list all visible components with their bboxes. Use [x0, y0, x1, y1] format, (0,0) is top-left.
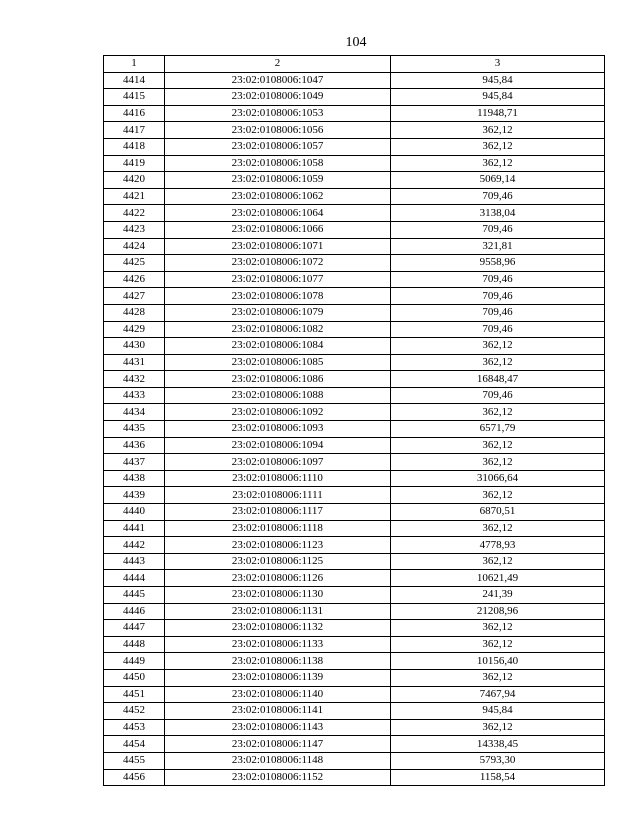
- row-number-cell: 4429: [104, 321, 165, 338]
- value-cell: 6870,51: [391, 504, 605, 521]
- table-row: [104, 338, 605, 355]
- row-number-cell: 4415: [104, 89, 165, 106]
- table-row: [104, 387, 605, 404]
- table-row: [104, 520, 605, 537]
- table-row: [104, 304, 605, 321]
- cadastral-number-cell: 23:02:0108006:1057: [165, 138, 391, 155]
- value-cell: 3138,04: [391, 205, 605, 222]
- cadastral-number-cell: 23:02:0108006:1123: [165, 537, 391, 554]
- value-cell: 362,12: [391, 454, 605, 471]
- cadastral-number-cell: 23:02:0108006:1082: [165, 321, 391, 338]
- row-number-cell: 4435: [104, 421, 165, 438]
- cadastral-number-cell: 23:02:0108006:1133: [165, 636, 391, 653]
- value-cell: 362,12: [391, 122, 605, 139]
- cadastral-number-cell: 23:02:0108006:1077: [165, 271, 391, 288]
- value-cell: 945,84: [391, 89, 605, 106]
- value-cell: 6571,79: [391, 421, 605, 438]
- row-number-cell: 4449: [104, 653, 165, 670]
- row-number-cell: 4423: [104, 221, 165, 238]
- cadastral-number-cell: 23:02:0108006:1097: [165, 454, 391, 471]
- table-row: [104, 354, 605, 371]
- row-number-cell: 4437: [104, 454, 165, 471]
- page-number: 104: [345, 35, 367, 50]
- cadastral-number-cell: 23:02:0108006:1148: [165, 752, 391, 769]
- column-header-number: 1: [104, 56, 165, 73]
- cadastral-number-cell: 23:02:0108006:1093: [165, 421, 391, 438]
- table-row: [104, 636, 605, 653]
- table-row: [104, 271, 605, 288]
- cadastral-number-cell: 23:02:0108006:1084: [165, 338, 391, 355]
- value-cell: 14338,45: [391, 736, 605, 753]
- table-body: [104, 72, 605, 786]
- cadastral-number-cell: 23:02:0108006:1138: [165, 653, 391, 670]
- value-cell: 709,46: [391, 387, 605, 404]
- table-row: [104, 669, 605, 686]
- row-number-cell: 4448: [104, 636, 165, 653]
- table-row: [104, 138, 605, 155]
- value-cell: 31066,64: [391, 470, 605, 487]
- value-cell: 709,46: [391, 288, 605, 305]
- cadastral-number-cell: 23:02:0108006:1143: [165, 719, 391, 736]
- column-header-value: 3: [391, 56, 605, 73]
- row-number-cell: 4424: [104, 238, 165, 255]
- table-row: [104, 155, 605, 172]
- value-cell: 21208,96: [391, 603, 605, 620]
- value-cell: 10621,49: [391, 570, 605, 587]
- table-row: [104, 321, 605, 338]
- cadastral-number-cell: 23:02:0108006:1049: [165, 89, 391, 106]
- row-number-cell: 4455: [104, 752, 165, 769]
- cadastral-number-cell: 23:02:0108006:1062: [165, 188, 391, 205]
- table-row: [104, 653, 605, 670]
- table-row: [104, 437, 605, 454]
- row-number-cell: 4443: [104, 553, 165, 570]
- row-number-cell: 4416: [104, 105, 165, 122]
- value-cell: 362,12: [391, 636, 605, 653]
- table-row: [104, 421, 605, 438]
- cadastral-number-cell: 23:02:0108006:1117: [165, 504, 391, 521]
- cadastral-number-cell: 23:02:0108006:1126: [165, 570, 391, 587]
- row-number-cell: 4444: [104, 570, 165, 587]
- cadastral-number-cell: 23:02:0108006:1125: [165, 553, 391, 570]
- cadastral-number-cell: 23:02:0108006:1140: [165, 686, 391, 703]
- cadastral-number-cell: 23:02:0108006:1152: [165, 769, 391, 786]
- registry-table: [103, 55, 605, 786]
- cadastral-number-cell: 23:02:0108006:1132: [165, 620, 391, 637]
- table-row: [104, 703, 605, 720]
- table-row: [104, 205, 605, 222]
- row-number-cell: 4433: [104, 387, 165, 404]
- value-cell: 709,46: [391, 304, 605, 321]
- cadastral-number-cell: 23:02:0108006:1056: [165, 122, 391, 139]
- table-row: [104, 454, 605, 471]
- value-cell: 10156,40: [391, 653, 605, 670]
- cadastral-number-cell: 23:02:0108006:1079: [165, 304, 391, 321]
- row-number-cell: 4452: [104, 703, 165, 720]
- row-number-cell: 4420: [104, 172, 165, 189]
- value-cell: 362,12: [391, 553, 605, 570]
- cadastral-number-cell: 23:02:0108006:1086: [165, 371, 391, 388]
- value-cell: 4778,93: [391, 537, 605, 554]
- row-number-cell: 4447: [104, 620, 165, 637]
- table-row: [104, 620, 605, 637]
- row-number-cell: 4454: [104, 736, 165, 753]
- table-row: [104, 105, 605, 122]
- value-cell: 1158,54: [391, 769, 605, 786]
- cadastral-number-cell: 23:02:0108006:1071: [165, 238, 391, 255]
- value-cell: 362,12: [391, 669, 605, 686]
- row-number-cell: 4432: [104, 371, 165, 388]
- cadastral-number-cell: 23:02:0108006:1147: [165, 736, 391, 753]
- value-cell: 362,12: [391, 354, 605, 371]
- cadastral-number-cell: 23:02:0108006:1111: [165, 487, 391, 504]
- table-row: [104, 686, 605, 703]
- cadastral-number-cell: 23:02:0108006:1078: [165, 288, 391, 305]
- value-cell: 7467,94: [391, 686, 605, 703]
- row-number-cell: 4441: [104, 520, 165, 537]
- table-row: [104, 603, 605, 620]
- table-row: [104, 221, 605, 238]
- row-number-cell: 4451: [104, 686, 165, 703]
- cadastral-number-cell: 23:02:0108006:1110: [165, 470, 391, 487]
- table-row: [104, 404, 605, 421]
- table-row: [104, 553, 605, 570]
- value-cell: 362,12: [391, 520, 605, 537]
- cadastral-number-cell: 23:02:0108006:1130: [165, 587, 391, 604]
- cadastral-number-cell: 23:02:0108006:1047: [165, 72, 391, 89]
- cadastral-number-cell: 23:02:0108006:1059: [165, 172, 391, 189]
- table-row: [104, 255, 605, 272]
- value-cell: 11948,71: [391, 105, 605, 122]
- row-number-cell: 4417: [104, 122, 165, 139]
- table-row: [104, 769, 605, 786]
- table-row: [104, 537, 605, 554]
- cadastral-number-cell: 23:02:0108006:1139: [165, 669, 391, 686]
- row-number-cell: 4422: [104, 205, 165, 222]
- value-cell: 5069,14: [391, 172, 605, 189]
- row-number-cell: 4427: [104, 288, 165, 305]
- table-row: [104, 288, 605, 305]
- cadastral-number-cell: 23:02:0108006:1094: [165, 437, 391, 454]
- cadastral-number-cell: 23:02:0108006:1053: [165, 105, 391, 122]
- value-cell: 362,12: [391, 437, 605, 454]
- row-number-cell: 4438: [104, 470, 165, 487]
- cadastral-number-cell: 23:02:0108006:1118: [165, 520, 391, 537]
- cadastral-number-cell: 23:02:0108006:1085: [165, 354, 391, 371]
- row-number-cell: 4434: [104, 404, 165, 421]
- row-number-cell: 4414: [104, 72, 165, 89]
- value-cell: 362,12: [391, 487, 605, 504]
- cadastral-number-cell: 23:02:0108006:1072: [165, 255, 391, 272]
- value-cell: 5793,30: [391, 752, 605, 769]
- table-row: [104, 470, 605, 487]
- column-header-cadastral-number: 2: [165, 56, 391, 73]
- table-row: [104, 89, 605, 106]
- row-number-cell: 4418: [104, 138, 165, 155]
- value-cell: 362,12: [391, 620, 605, 637]
- table-row: [104, 172, 605, 189]
- table-header: [104, 56, 605, 73]
- table-row: [104, 736, 605, 753]
- table-row: [104, 719, 605, 736]
- cadastral-number-cell: 23:02:0108006:1058: [165, 155, 391, 172]
- row-number-cell: 4426: [104, 271, 165, 288]
- row-number-cell: 4436: [104, 437, 165, 454]
- table-row: [104, 587, 605, 604]
- cadastral-number-cell: 23:02:0108006:1141: [165, 703, 391, 720]
- table-row: [104, 238, 605, 255]
- value-cell: 362,12: [391, 138, 605, 155]
- value-cell: 709,46: [391, 188, 605, 205]
- row-number-cell: 4456: [104, 769, 165, 786]
- cadastral-number-cell: 23:02:0108006:1131: [165, 603, 391, 620]
- row-number-cell: 4428: [104, 304, 165, 321]
- row-number-cell: 4431: [104, 354, 165, 371]
- table-row: [104, 122, 605, 139]
- table-row: [104, 504, 605, 521]
- row-number-cell: 4425: [104, 255, 165, 272]
- table-row: [104, 487, 605, 504]
- value-cell: 709,46: [391, 321, 605, 338]
- row-number-cell: 4446: [104, 603, 165, 620]
- row-number-cell: 4445: [104, 587, 165, 604]
- value-cell: 362,12: [391, 155, 605, 172]
- row-number-cell: 4440: [104, 504, 165, 521]
- table-row: [104, 570, 605, 587]
- row-number-cell: 4419: [104, 155, 165, 172]
- row-number-cell: 4439: [104, 487, 165, 504]
- table-row: [104, 188, 605, 205]
- value-cell: 945,84: [391, 703, 605, 720]
- table-row: [104, 72, 605, 89]
- value-cell: 709,46: [391, 271, 605, 288]
- cadastral-number-cell: 23:02:0108006:1092: [165, 404, 391, 421]
- row-number-cell: 4450: [104, 669, 165, 686]
- value-cell: 362,12: [391, 338, 605, 355]
- value-cell: 362,12: [391, 719, 605, 736]
- row-number-cell: 4430: [104, 338, 165, 355]
- table-row: [104, 752, 605, 769]
- row-number-cell: 4421: [104, 188, 165, 205]
- cadastral-number-cell: 23:02:0108006:1064: [165, 205, 391, 222]
- header-row: [104, 56, 605, 73]
- table-row: [104, 371, 605, 388]
- value-cell: 709,46: [391, 221, 605, 238]
- cadastral-number-cell: 23:02:0108006:1066: [165, 221, 391, 238]
- value-cell: 16848,47: [391, 371, 605, 388]
- value-cell: 362,12: [391, 404, 605, 421]
- row-number-cell: 4442: [104, 537, 165, 554]
- value-cell: 945,84: [391, 72, 605, 89]
- value-cell: 321,81: [391, 238, 605, 255]
- row-number-cell: 4453: [104, 719, 165, 736]
- cadastral-number-cell: 23:02:0108006:1088: [165, 387, 391, 404]
- value-cell: 241,39: [391, 587, 605, 604]
- value-cell: 9558,96: [391, 255, 605, 272]
